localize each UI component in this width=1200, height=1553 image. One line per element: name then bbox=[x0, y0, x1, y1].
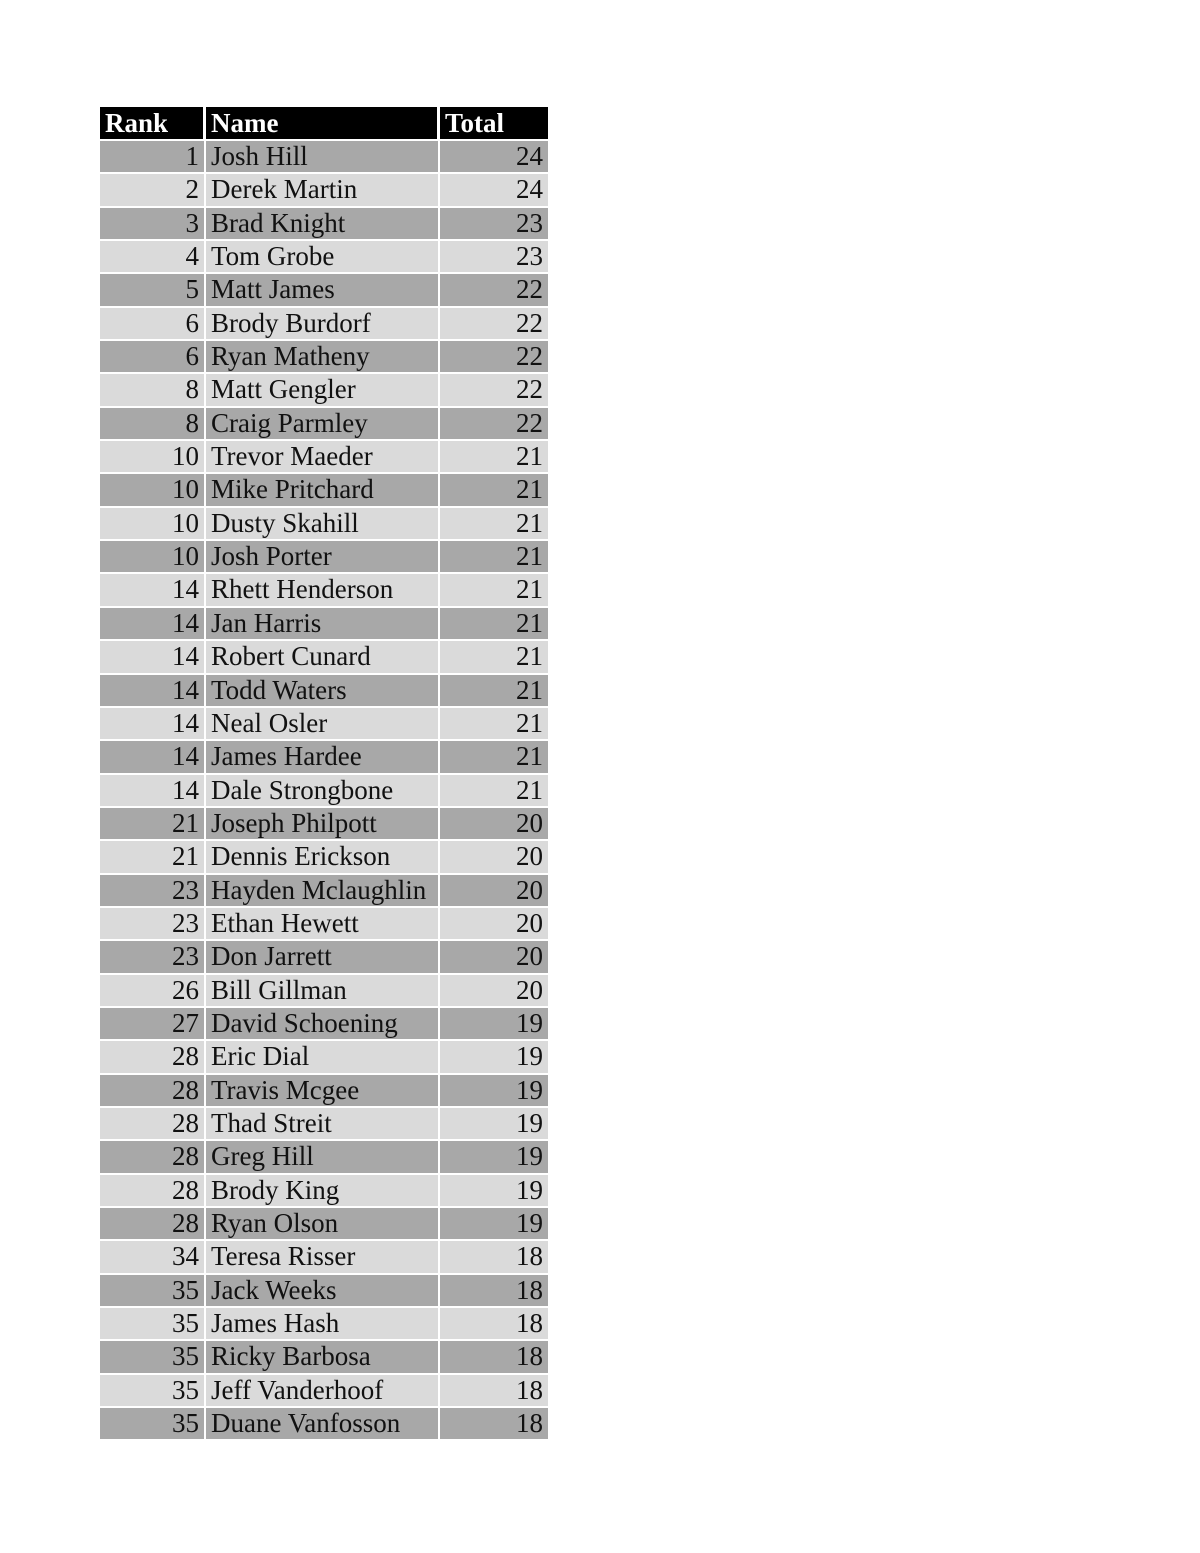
name-cell: Mike Pritchard bbox=[206, 472, 440, 505]
name-cell: Ryan Olson bbox=[206, 1206, 440, 1239]
total-cell: 20 bbox=[440, 906, 548, 939]
name-cell: Joseph Philpott bbox=[206, 806, 440, 839]
total-cell: 21 bbox=[440, 773, 548, 806]
table-row bbox=[100, 773, 548, 806]
table-row bbox=[100, 906, 548, 939]
total-cell: 20 bbox=[440, 873, 548, 906]
total-cell: 22 bbox=[440, 372, 548, 405]
total-cell: 19 bbox=[440, 1106, 548, 1139]
name-cell: Rhett Henderson bbox=[206, 572, 440, 605]
rank-cell: 28 bbox=[100, 1073, 206, 1106]
total-cell: 23 bbox=[440, 206, 548, 239]
name-cell: Ryan Matheny bbox=[206, 339, 440, 372]
name-cell: Matt Gengler bbox=[206, 372, 440, 405]
name-cell: James Hardee bbox=[206, 739, 440, 772]
table-row bbox=[100, 1206, 548, 1239]
total-cell: 20 bbox=[440, 939, 548, 972]
name-cell: Dusty Skahill bbox=[206, 506, 440, 539]
total-cell: 21 bbox=[440, 472, 548, 505]
table-row bbox=[100, 1339, 548, 1372]
rank-cell: 6 bbox=[100, 306, 206, 339]
rank-cell: 28 bbox=[100, 1106, 206, 1139]
name-cell: Derek Martin bbox=[206, 172, 440, 205]
rank-cell: 4 bbox=[100, 239, 206, 272]
rank-cell: 10 bbox=[100, 539, 206, 572]
table-row bbox=[100, 1139, 548, 1172]
total-cell: 21 bbox=[440, 572, 548, 605]
rank-cell: 21 bbox=[100, 806, 206, 839]
total-cell: 19 bbox=[440, 1073, 548, 1106]
table-row bbox=[100, 873, 548, 906]
name-cell: Josh Hill bbox=[206, 139, 440, 172]
rank-cell: 6 bbox=[100, 339, 206, 372]
name-cell: Bill Gillman bbox=[206, 973, 440, 1006]
name-cell: Josh Porter bbox=[206, 539, 440, 572]
rank-cell: 35 bbox=[100, 1339, 206, 1372]
table-row bbox=[100, 239, 548, 272]
rank-cell: 8 bbox=[100, 406, 206, 439]
total-cell: 21 bbox=[440, 606, 548, 639]
rank-cell: 3 bbox=[100, 206, 206, 239]
name-cell: Greg Hill bbox=[206, 1139, 440, 1172]
table-row bbox=[100, 406, 548, 439]
table-row bbox=[100, 506, 548, 539]
name-cell: Neal Osler bbox=[206, 706, 440, 739]
table-row bbox=[100, 639, 548, 672]
table-row bbox=[100, 206, 548, 239]
total-cell: 22 bbox=[440, 272, 548, 305]
name-cell: Todd Waters bbox=[206, 673, 440, 706]
name-cell: Brody King bbox=[206, 1173, 440, 1206]
rank-cell: 23 bbox=[100, 906, 206, 939]
table-row bbox=[100, 172, 548, 205]
name-cell: Hayden Mclaughlin bbox=[206, 873, 440, 906]
total-cell: 18 bbox=[440, 1306, 548, 1339]
rank-cell: 14 bbox=[100, 773, 206, 806]
rank-cell: 10 bbox=[100, 506, 206, 539]
rank-cell: 23 bbox=[100, 873, 206, 906]
name-cell: Matt James bbox=[206, 272, 440, 305]
table-row bbox=[100, 472, 548, 505]
name-cell: Brody Burdorf bbox=[206, 306, 440, 339]
total-cell: 21 bbox=[440, 539, 548, 572]
total-cell: 20 bbox=[440, 973, 548, 1006]
total-cell: 19 bbox=[440, 1206, 548, 1239]
name-cell: Ethan Hewett bbox=[206, 906, 440, 939]
rank-cell: 26 bbox=[100, 973, 206, 1006]
name-cell: Brad Knight bbox=[206, 206, 440, 239]
table-row bbox=[100, 572, 548, 605]
rank-cell: 2 bbox=[100, 172, 206, 205]
table-row bbox=[100, 1173, 548, 1206]
total-cell: 19 bbox=[440, 1173, 548, 1206]
table-row bbox=[100, 606, 548, 639]
table-row bbox=[100, 1073, 548, 1106]
table-row bbox=[100, 306, 548, 339]
name-cell: Dennis Erickson bbox=[206, 839, 440, 872]
total-cell: 21 bbox=[440, 506, 548, 539]
rank-cell: 35 bbox=[100, 1406, 206, 1439]
total-cell: 21 bbox=[440, 673, 548, 706]
table-row bbox=[100, 1239, 548, 1272]
name-cell: Craig Parmley bbox=[206, 406, 440, 439]
table-row bbox=[100, 539, 548, 572]
name-cell: David Schoening bbox=[206, 1006, 440, 1039]
rank-cell: 8 bbox=[100, 372, 206, 405]
table-row bbox=[100, 272, 548, 305]
table-row bbox=[100, 139, 548, 172]
name-cell: Travis Mcgee bbox=[206, 1073, 440, 1106]
total-cell: 22 bbox=[440, 406, 548, 439]
table-header bbox=[100, 107, 548, 139]
table-row bbox=[100, 673, 548, 706]
total-cell: 23 bbox=[440, 239, 548, 272]
table-row bbox=[100, 1373, 548, 1406]
rank-cell: 28 bbox=[100, 1173, 206, 1206]
table-row bbox=[100, 806, 548, 839]
total-cell: 18 bbox=[440, 1373, 548, 1406]
total-cell: 21 bbox=[440, 739, 548, 772]
name-cell: Eric Dial bbox=[206, 1039, 440, 1072]
name-cell: James Hash bbox=[206, 1306, 440, 1339]
table-row bbox=[100, 1039, 548, 1072]
table-row bbox=[100, 339, 548, 372]
total-cell: 22 bbox=[440, 339, 548, 372]
total-cell: 21 bbox=[440, 639, 548, 672]
total-cell: 19 bbox=[440, 1039, 548, 1072]
rank-cell: 14 bbox=[100, 673, 206, 706]
rank-cell: 35 bbox=[100, 1306, 206, 1339]
rank-cell: 28 bbox=[100, 1039, 206, 1072]
table-row bbox=[100, 706, 548, 739]
table-body bbox=[100, 139, 548, 1439]
table-row bbox=[100, 1273, 548, 1306]
rank-cell: 35 bbox=[100, 1373, 206, 1406]
total-cell: 21 bbox=[440, 706, 548, 739]
table-row bbox=[100, 839, 548, 872]
rank-cell: 34 bbox=[100, 1239, 206, 1272]
total-cell: 18 bbox=[440, 1406, 548, 1439]
rank-cell: 10 bbox=[100, 439, 206, 472]
total-cell: 21 bbox=[440, 439, 548, 472]
name-cell: Jack Weeks bbox=[206, 1273, 440, 1306]
table-row bbox=[100, 372, 548, 405]
total-cell: 22 bbox=[440, 306, 548, 339]
table-row bbox=[100, 1306, 548, 1339]
header-total: Total bbox=[440, 107, 548, 139]
rank-cell: 14 bbox=[100, 739, 206, 772]
rank-cell: 21 bbox=[100, 839, 206, 872]
total-cell: 18 bbox=[440, 1239, 548, 1272]
name-cell: Trevor Maeder bbox=[206, 439, 440, 472]
total-cell: 20 bbox=[440, 806, 548, 839]
total-cell: 24 bbox=[440, 139, 548, 172]
name-cell: Jeff Vanderhoof bbox=[206, 1373, 440, 1406]
total-cell: 19 bbox=[440, 1006, 548, 1039]
rank-cell: 5 bbox=[100, 272, 206, 305]
total-cell: 18 bbox=[440, 1339, 548, 1372]
name-cell: Duane Vanfosson bbox=[206, 1406, 440, 1439]
table-row bbox=[100, 1406, 548, 1439]
rank-cell: 14 bbox=[100, 706, 206, 739]
table-row bbox=[100, 739, 548, 772]
header-rank: Rank bbox=[100, 107, 206, 139]
name-cell: Jan Harris bbox=[206, 606, 440, 639]
rank-cell: 28 bbox=[100, 1206, 206, 1239]
rank-cell: 14 bbox=[100, 572, 206, 605]
total-cell: 19 bbox=[440, 1139, 548, 1172]
table-row bbox=[100, 973, 548, 1006]
rank-cell: 10 bbox=[100, 472, 206, 505]
rank-cell: 35 bbox=[100, 1273, 206, 1306]
total-cell: 20 bbox=[440, 839, 548, 872]
name-cell: Robert Cunard bbox=[206, 639, 440, 672]
rank-cell: 27 bbox=[100, 1006, 206, 1039]
name-cell: Tom Grobe bbox=[206, 239, 440, 272]
rank-cell: 23 bbox=[100, 939, 206, 972]
rank-cell: 28 bbox=[100, 1139, 206, 1172]
rank-cell: 1 bbox=[100, 139, 206, 172]
table-row bbox=[100, 939, 548, 972]
name-cell: Don Jarrett bbox=[206, 939, 440, 972]
name-cell: Dale Strongbone bbox=[206, 773, 440, 806]
table-row bbox=[100, 1006, 548, 1039]
total-cell: 24 bbox=[440, 172, 548, 205]
name-cell: Thad Streit bbox=[206, 1106, 440, 1139]
table-row bbox=[100, 1106, 548, 1139]
rank-cell: 14 bbox=[100, 606, 206, 639]
name-cell: Ricky Barbosa bbox=[206, 1339, 440, 1372]
header-name: Name bbox=[206, 107, 440, 139]
standings-table bbox=[100, 107, 548, 1439]
total-cell: 18 bbox=[440, 1273, 548, 1306]
table-row bbox=[100, 439, 548, 472]
name-cell: Teresa Risser bbox=[206, 1239, 440, 1272]
rank-cell: 14 bbox=[100, 639, 206, 672]
